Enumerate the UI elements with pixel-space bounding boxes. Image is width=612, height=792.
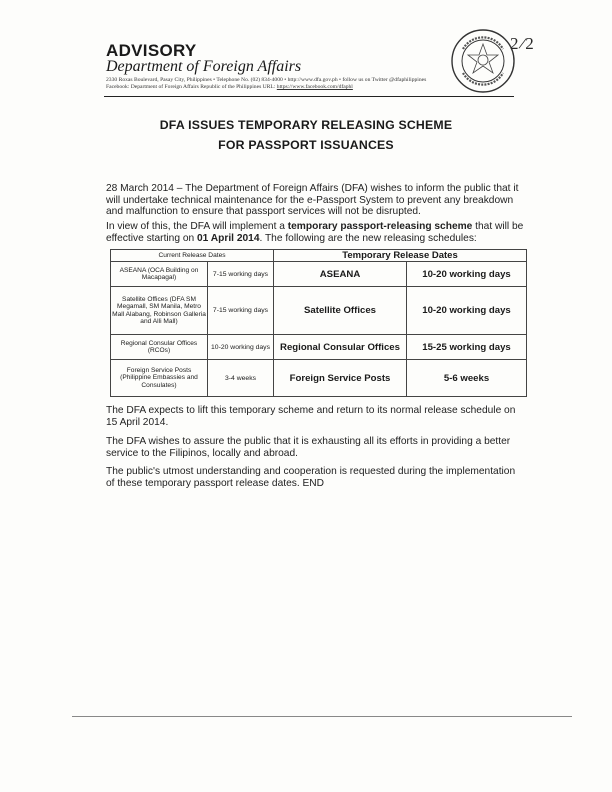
- page-number-total: 2: [525, 34, 534, 53]
- paragraph-lift: The DFA expects to lift this temporary scheme and return to its normal release schedule on 15 April 2014.: [106, 405, 516, 428]
- header-current: Current Release Dates: [111, 250, 274, 262]
- table-row: [111, 262, 527, 287]
- current-days: 3-4 weeks: [208, 360, 274, 397]
- address-line: 2330 Roxas Boulevard, Pasay City, Philippines • Telephone No. (02) 834-4000 • http://www.dfa.gov.ph • follow us on Twitter @dfaphilippines: [106, 77, 427, 83]
- department-name: Department of Foreign Affairs: [106, 58, 302, 75]
- document-title-line2: FOR PASSPORT ISSUANCES: [218, 138, 394, 152]
- facebook-line: [106, 84, 456, 91]
- paragraph-closing: The public's utmost understanding and cooperation is requested during the implementation of these temporary passport release dates. END: [106, 466, 516, 489]
- current-days: 10-20 working days: [208, 335, 274, 360]
- temporary-location: ASEANA: [274, 262, 407, 287]
- paragraph-assurance: The DFA wishes to assure the public that it is exhausting all its efforts in providing a better service to the Filipinos, locally and abroad.: [106, 436, 511, 459]
- current-days: 7-15 working days: [208, 287, 274, 335]
- table-row: [111, 360, 527, 397]
- current-days: 7-15 working days: [208, 262, 274, 287]
- header-divider: [104, 96, 514, 97]
- temporary-days: 10-20 working days: [407, 287, 527, 335]
- current-location: Satellite Offices (DFA SM Megamall, SM Manila, Metro Mall Alabang, Robinson Galleria and Alli Mall): [111, 287, 208, 335]
- temporary-location: Foreign Service Posts: [274, 360, 407, 397]
- release-schedule-table: [110, 249, 527, 397]
- header-temporary: Temporary Release Dates: [274, 250, 527, 262]
- table-row: [111, 287, 527, 335]
- paragraph-intro: 28 March 2014 – The Department of Foreign Affairs (DFA) wishes to inform the public that it will undertake technical maintenance for the e-Passport System to prevent any breakdown and malfunction to ensure that passport services will not be disrupted.: [106, 183, 519, 218]
- current-location: Foreign Service Posts (Philippine Embassies and Consulates): [111, 360, 208, 397]
- current-location: ASEANA (OCA Building on Macapagal): [111, 262, 208, 287]
- temporary-days: 15-25 working days: [407, 335, 527, 360]
- temporary-location: Satellite Offices: [274, 287, 407, 335]
- paragraph-scheme: In view of this, the DFA will implement a temporary passport-releasing scheme that will be effective starting on 01 April 2014. The following are the new releasing schedules:: [106, 221, 524, 244]
- current-location: Regional Consular Offices (RCOs): [111, 335, 208, 360]
- scheme-emphasis: temporary passport-releasing scheme: [287, 221, 473, 232]
- page-number: 2/2: [510, 33, 534, 54]
- table-header-row: [111, 250, 527, 262]
- temporary-location: Regional Consular Offices: [274, 335, 407, 360]
- table-row: [111, 335, 527, 360]
- dfa-seal-icon: [449, 27, 517, 95]
- document-title-line1: DFA ISSUES TEMPORARY RELEASING SCHEME: [159, 118, 453, 132]
- footer-divider: [72, 716, 572, 717]
- temporary-days: 5-6 weeks: [407, 360, 527, 397]
- effective-date: 01 April 2014: [197, 232, 260, 244]
- page-number-current: 2: [510, 34, 519, 53]
- contact-info: [106, 77, 456, 92]
- facebook-url[interactable]: https://www.facebook.com/dfaphl: [276, 84, 353, 91]
- advisory-heading: ADVISORY: [106, 41, 197, 60]
- facebook-label: Facebook: Department of Foreign Affairs Republic of the Philippines URL:: [106, 84, 276, 91]
- temporary-days: 10-20 working days: [407, 262, 527, 287]
